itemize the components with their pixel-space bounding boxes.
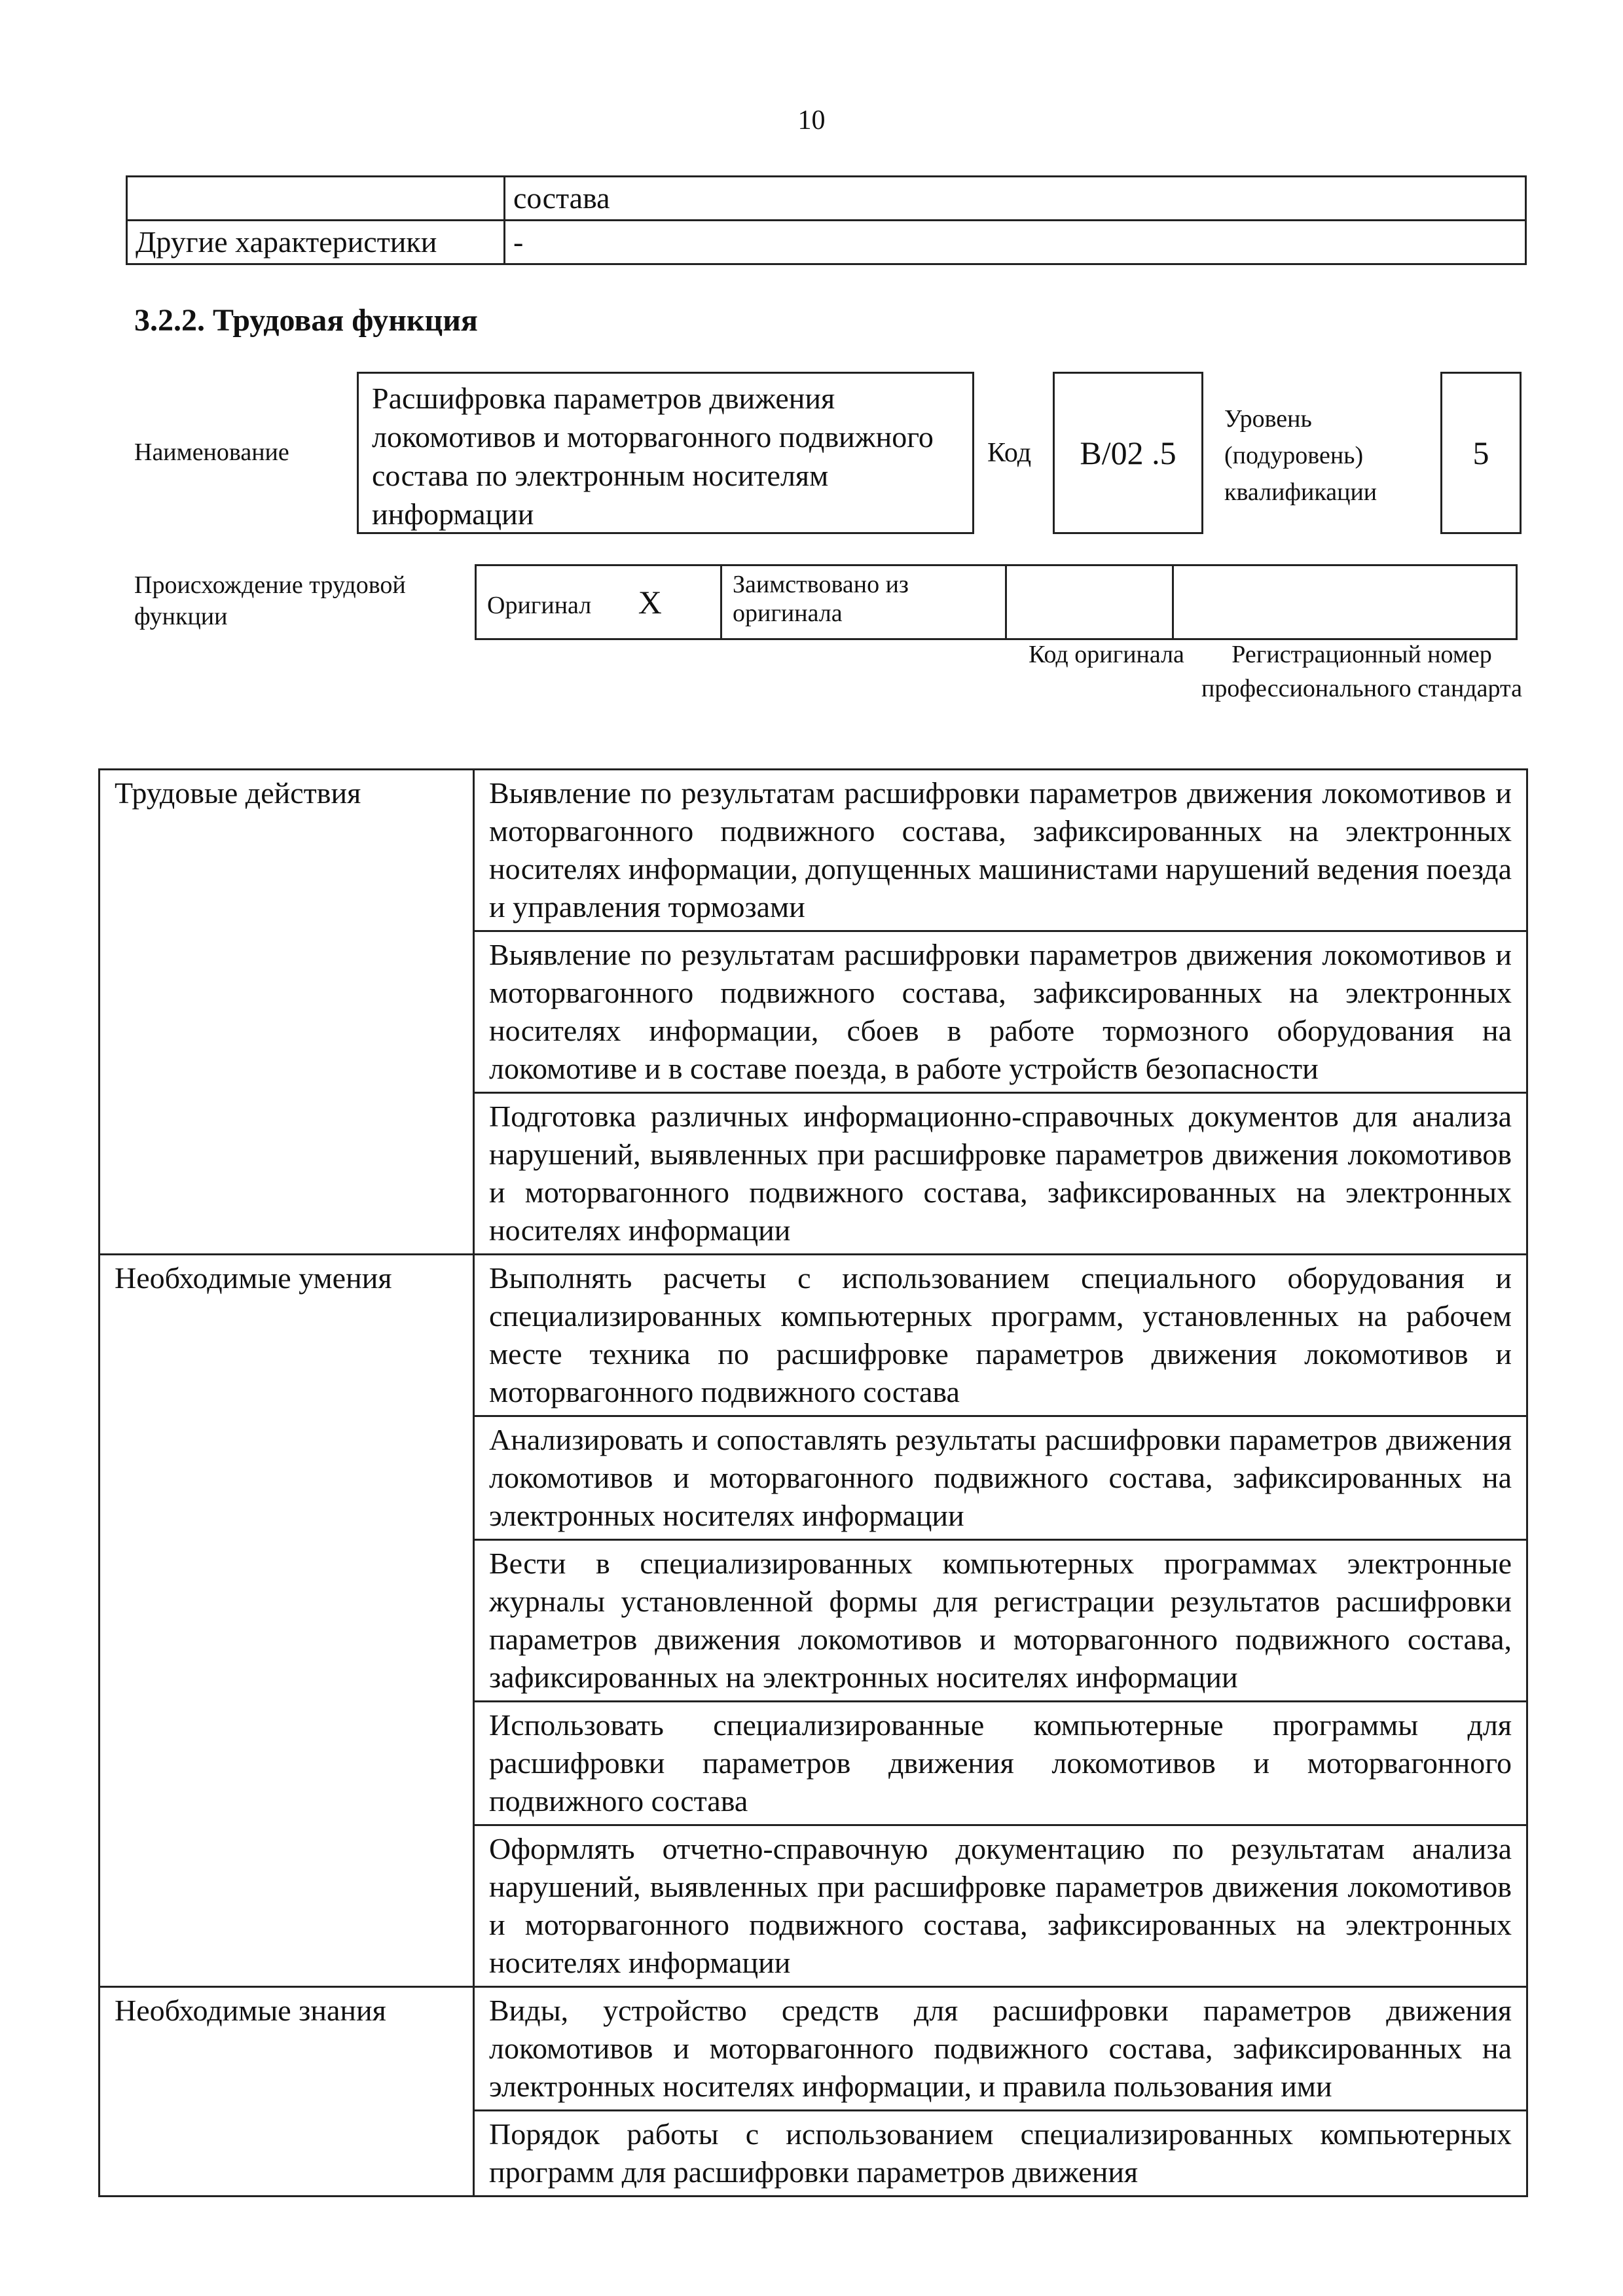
level-value-box (1440, 372, 1522, 534)
origin-label: Происхождение трудовой функции (134, 571, 406, 630)
page-number: 10 (797, 105, 826, 135)
original-mark: X (638, 584, 662, 620)
table-cell: Выявление по результатам расшифровки параметров движения локомотивов и моторвагонного подвижного состава, зафиксированных на электронных носителях информации, сбоев в работе тормозного оборудования на локомотиве и в составе поезда, в работе устройств безопасности (474, 931, 1527, 1093)
function-name-box: Расшифровка параметров движения локомотивов и моторвагонного подвижного состава по электронным носителям информации (357, 372, 974, 534)
table-cell: Виды, устройство средств для расшифровки параметров движения локомотивов и моторвагонного подвижного состава, зафиксированных на электронных носителях информации, и правила пользования ими (474, 1987, 1527, 2111)
section-heading-labor-actions: Трудовые действия (100, 770, 474, 1255)
section-heading-required-skills: Необходимые умения (100, 1255, 474, 1987)
code-value: B/02 .5 (1080, 435, 1176, 471)
table-cell: Порядок работы с использованием специализированных компьютерных программ для расшифровки параметров движения (474, 2111, 1527, 2197)
table-row (100, 1255, 1527, 1416)
labor-function-table (98, 768, 1528, 2197)
original-cell (476, 565, 721, 639)
table-cell: Использовать специализированные компьютерные программы для расшифровки параметров движения локомотивов и моторвагонного подвижного состава (474, 1702, 1527, 1825)
table-cell-label (127, 177, 505, 221)
table-cell: Выполнять расчеты с использованием специального оборудования и специализированных компьютерных программ, установленных на рабочем месте техника по расшифровке параметров движения локомотивов и моторвагонного подвижного состава (474, 1255, 1527, 1416)
table-cell: Вести в специализированных компьютерных программах электронные журналы установленной формы для регистрации результатов расшифровки параметров движения локомотивов и моторвагонного подвижного состава, зафиксированных на электронных носителях информации (474, 1540, 1527, 1702)
level-value: 5 (1472, 435, 1489, 471)
table-cell: Анализировать и сопоставлять результаты расшифровки параметров движения локомотивов и моторвагонного подвижного состава, зафиксированных на электронных носителях информации (474, 1416, 1527, 1540)
section-heading: 3.2.2. Трудовая функция (134, 303, 478, 338)
table-row (127, 177, 1526, 221)
table-row (476, 565, 1517, 639)
caption-registration-number: Регистрационный номер профессионального стандарта (1201, 641, 1522, 702)
table-cell: Выявление по результатам расшифровки параметров движения локомотивов и моторвагонного подвижного состава, зафиксированных на электронных носителях информации, допущенных машинистами нарушений ведения поезда и управления тормозами (474, 770, 1527, 931)
code-value-box (1053, 372, 1203, 534)
table-cell: Оформлять отчетно-справочную документацию по результатам анализа нарушений, выявленных при расшифровке параметров движения локомотивов и моторвагонного подвижного состава, зафиксированных на электронных носителях информации (474, 1825, 1527, 1987)
caption-original-code: Код оригинала (1029, 641, 1184, 668)
code-label: Код (987, 438, 1032, 468)
name-label: Наименование (134, 439, 289, 466)
borrowed-cell: Заимствовано из оригинала (721, 565, 1006, 639)
other-characteristics-table (126, 175, 1527, 265)
table-row (100, 770, 1527, 931)
table-cell-value: - (505, 221, 1526, 264)
table-cell-value: состава (505, 177, 1526, 221)
table-row (100, 1987, 1527, 2111)
table-row (127, 221, 1526, 264)
level-label: Уровень (подуровень) квалификации (1224, 405, 1377, 506)
origin-table (475, 564, 1518, 640)
original-label: Оригинал (487, 592, 592, 619)
original-code-cell (1006, 565, 1173, 639)
section-heading-required-knowledge: Необходимые знания (100, 1987, 474, 2197)
registration-number-cell (1173, 565, 1517, 639)
table-cell-label: Другие характеристики (127, 221, 505, 264)
table-cell: Подготовка различных информационно-справочных документов для анализа нарушений, выявленных при расшифровке параметров движения локомотивов и моторвагонного подвижного состава, зафиксированных на электронных носителях информации (474, 1093, 1527, 1255)
